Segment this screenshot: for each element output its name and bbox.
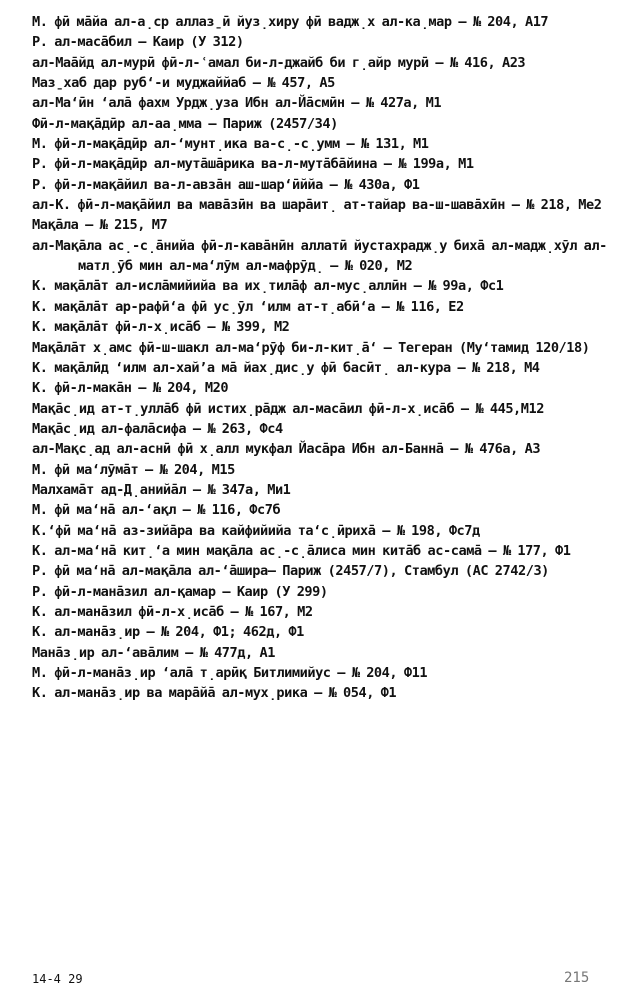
index-entry: ал-Мақа̄ла ас̣-с̣а̄нийа фӣ-л-кава̄нӣн аллатӣ йустахрадж̣у биха̄ ал-мадж̣хӯл ал-матл̣ӯб мин ал-ма‘лӯм ал-мафрӯд̣ – № 020, М2 [32,237,607,275]
index-entry: Мақа̄ла̄т х̣амс фӣ-ш-шакл ал-ма‘рӯф би-л-кит̣а̄‘ – Тегеран (Му‘тамид 120/18) [32,339,590,356]
index-entry: К. мақа̄ла̄т ал-исла̄мийийа ва их̣тила̄ф ал-мус̣аллӣн – № 99а, Фс1 [32,278,504,295]
index-entry: Р. фӣ-л-мақа̄йил ва-л-авза̄н аш-шар‘ӣййа – № 430а, Ф1 [32,176,420,193]
index-entry: Р. фӣ ма‘на̄ ал-мақа̄ла ал-‘а̄шира– Париж (2457/7), Стамбул (АС 2742/3) [32,563,549,580]
index-entry: М. фӣ-л-мақа̄дӣр ал-‘мунт̣ика ва-с̣-с̣умм – № 131, М1 [32,136,429,153]
printer-code: 14-4 29 [32,972,83,986]
index-entry: ал-К. фӣ-л-мақа̄йил ва мава̄зӣн ва шара̄ит̣ ат-тайар ва-ш-шава̄хӣн – № 218, Ме2 [32,197,602,214]
index-entry: Р. фӣ-л-мақа̄дӣр ал-мута̄ша̄рика ва-л-мута̄ба̄йина – № 199а, М1 [32,156,474,173]
index-entry: К. ал-ма‘на̄ кит̣‘а мин мақа̄ла ас̣-с̣а̄лиса мин кита̄б ас-сама̄ – № 177, Ф1 [32,542,571,559]
index-entry: М. фӣ ма‘на̄ ал-‘ақл – № 116, Фс7б [32,502,281,519]
index-entry: Мана̄з̣ир ал-‘ава̄лим – № 477д, А1 [32,644,275,661]
index-entry: К. ал-мана̄з̣ир – № 204, Ф1; 462д, Ф1 [32,624,304,641]
index-entry: Мақа̄ла – № 215, М7 [32,217,168,234]
index-entry: Мақа̄с̣ид ал-фала̄сифа – № 263, Фс4 [32,420,283,437]
index-entry: К. мақа̄ла̄т ар-рафӣ‘а фӣ ус̣ӯл ‘илм ат-т̣абӣ‘а – № 116, Е2 [32,298,464,315]
index-entry: М. фӣ ма̄йа ал-а̣ср аллаз̱ӣ йуз̣хиру фӣ вадж̣х ал-ка̣мар – № 204, А17 [32,14,549,30]
entry-list [32,12,618,704]
index-entry: ал-Мақс̣ад ал-аснӣ фӣ х̣алл мукфал Йаса̄ра Ибн ал-Банна̄ – № 476а, А3 [32,441,541,458]
index-entry: К. ал-мана̄з̣ир ва мара̄йа̄ ал-мух̣рика – № 054, Ф1 [32,685,397,702]
index-entry: М. фӣ-л-мана̄з̣ир ‘ала̄ т̣арӣқ Битлимийус – № 204, Ф11 [32,665,428,681]
index-entry: К. мақа̄лӣд ‘илм ал-хай’а ма̄ йах̣дис̣у фӣ басӣт̣ ал-кура – № 218, М4 [32,359,540,376]
index-entry: К. ал-мана̄зил фӣ-л-х̣иса̄б – № 167, М2 [32,603,313,620]
index-entry: Р. ал-маса̄бил – Каир (У 312) [32,34,244,51]
index-entry: Мақа̄с̣ид ат-т̣улла̄б фӣ истих̣ра̄дж ал-маса̄ил фӣ-л-х̣иса̄б – № 445,М12 [32,400,544,417]
page-number: 215 [564,970,590,986]
index-entry: Маз̱хаб дар руб‘-и муджаййаб – № 457, А5 [32,75,335,92]
index-entry: Р. фӣ-л-мана̄зил ал-қамар – Каир (У 299) [32,583,328,600]
index-entry: К. мақа̄ла̄т фӣ-л-х̣иса̄б – № 399, М2 [32,319,290,336]
index-entry: М. фӣ ма‘лӯма̄т – № 204, М15 [32,461,235,478]
index-entry: К. фӣ-л-мака̄н – № 204, М20 [32,380,229,397]
index-entry: Фӣ-л-мақа̄дӣр ал-аа̣мма – Париж (2457/34) [32,115,338,132]
index-entry: К.‘фӣ ма‘на̄ аз-зийа̄ра ва кайфийийа та‘с̣ӣриха̄ – № 198, Фс7д [32,522,480,539]
index-entry: ал-Маа̄йд ал-мурӣ фӣ-л-ʿамал би-л-джайб би г̣айр мурӣ – № 416, А23 [32,54,526,71]
index-entry: ал-Ма‘ӣн ‘ала̄ фахм Урдж̣уза Ибн ал-Йа̄смӣн – № 427а, М1 [32,95,442,112]
index-entry: Малхама̄т ад-Д̣анийа̄л – № 347а, Ми1 [32,481,291,498]
